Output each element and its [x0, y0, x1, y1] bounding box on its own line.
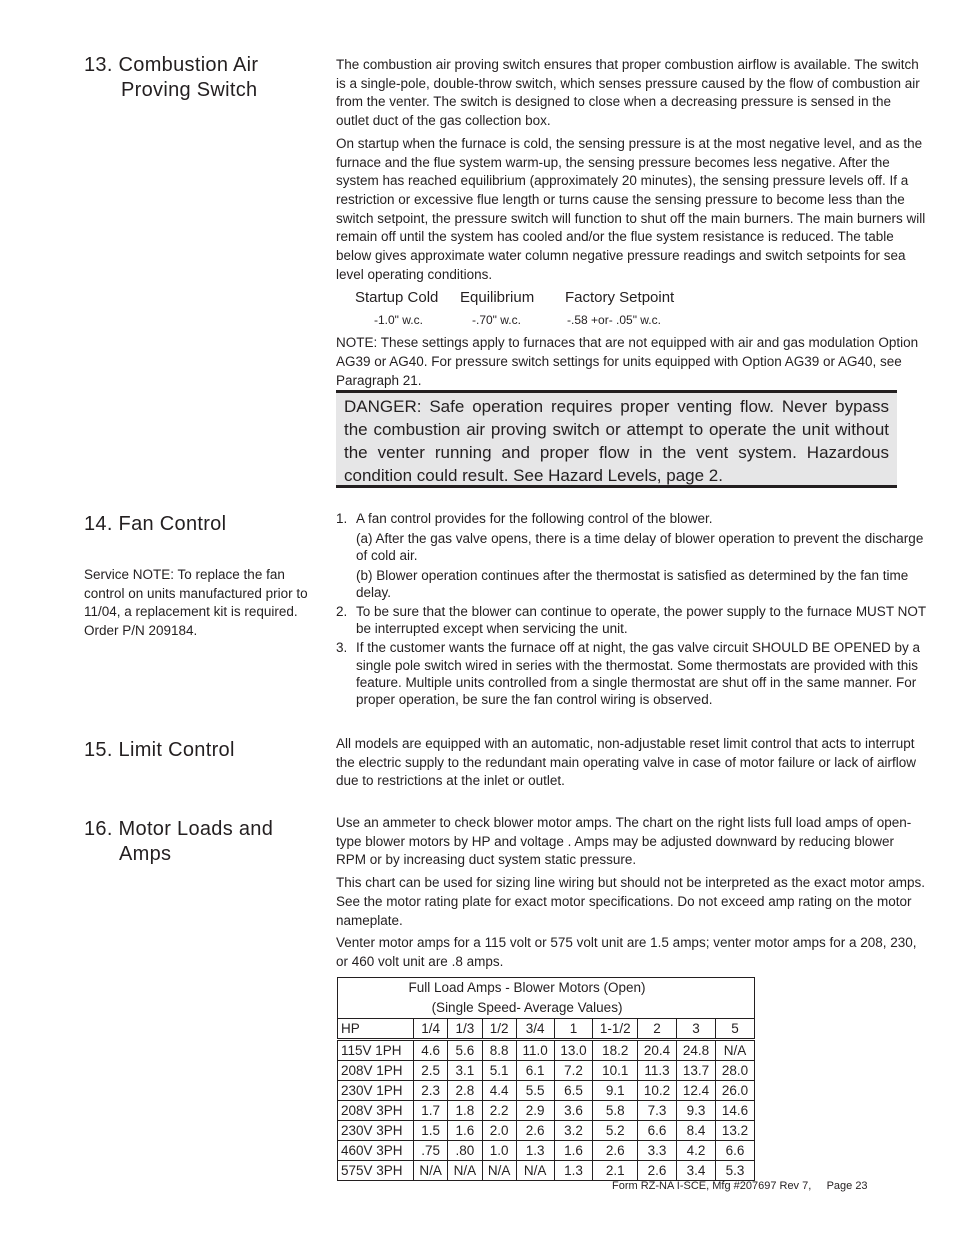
section-16-heading-line2: Amps	[119, 843, 172, 865]
table-cell: 18.2	[593, 1040, 638, 1061]
list-number: 2.	[336, 604, 348, 620]
header-cell: 2	[638, 1019, 677, 1040]
table-cell: 10.1	[593, 1061, 638, 1081]
row-label: 460V 3PH	[338, 1141, 414, 1161]
table-cell: 7.2	[554, 1061, 593, 1081]
col-factory-setpoint: Factory Setpoint	[565, 289, 675, 307]
section-13-heading-line1: 13. Combustion Air	[84, 54, 259, 76]
table-row	[338, 1040, 755, 1061]
table-row	[338, 1161, 755, 1181]
table-cell: 2.6	[638, 1161, 677, 1181]
list-item	[336, 510, 926, 601]
table-cell: 3.3	[638, 1141, 677, 1161]
row-label: 575V 3PH	[338, 1161, 414, 1181]
table-cell: N/A	[516, 1161, 554, 1181]
row-label: 230V 3PH	[338, 1121, 414, 1141]
table-cell: 10.2	[638, 1081, 677, 1101]
table-cell: 13.0	[554, 1040, 593, 1061]
table-cell: 13.7	[676, 1061, 715, 1081]
header-cell: 1/4	[414, 1019, 448, 1040]
col-startup-cold: Startup Cold	[355, 289, 439, 307]
table-cell: 11.3	[638, 1061, 677, 1081]
table-cell: 1.3	[554, 1161, 593, 1181]
col-equilibrium: Equilibrium	[460, 289, 535, 307]
table-cell: 20.4	[638, 1040, 677, 1061]
table-cell: N/A	[448, 1161, 482, 1181]
header-cell: 1/2	[482, 1019, 516, 1040]
table-cell: 1.7	[414, 1101, 448, 1121]
table-cell: 5.3	[715, 1161, 754, 1181]
danger-box	[336, 390, 897, 488]
section-15-paragraph: All models are equipped with an automatic, non-adjustable reset limit control that acts to interrupt the electric supply to the redundant main operating valve in case of motor failure or lack of airflow due to restrictions at the inlet or outlet.	[336, 736, 917, 789]
table-cell: N/A	[414, 1161, 448, 1181]
section-13-paragraph-1: The combustion air proving switch ensures that proper combustion airflow is available. The switch is a single-pole, double-throw switch, which senses pressure caused by the flow of combustion air from the venter. The switch is designed to close when a decreasing pressure is sensed in the outlet duct of the gas collection box.	[336, 57, 920, 129]
table-row	[338, 1101, 755, 1121]
table-cell: 2.0	[482, 1121, 516, 1141]
table-cell: N/A	[715, 1040, 754, 1061]
list-subitem-a: (a) After the gas valve opens, there is a time delay of blower operation to prevent the discharge of cold air.	[356, 531, 924, 564]
val-equilibrium: -.70" w.c.	[472, 313, 521, 328]
table-caption-row	[338, 978, 755, 1019]
table-cell: 3.6	[554, 1101, 593, 1121]
table-cell: 1.5	[414, 1121, 448, 1141]
table-cell: 5.6	[448, 1040, 482, 1061]
table-cell: 5.2	[593, 1121, 638, 1141]
table-row	[338, 1081, 755, 1101]
list-subitem-b: (b) Blower operation continues after the thermostat is satisfied as determined by the fan time delay.	[356, 567, 909, 600]
table-cell: 8.8	[482, 1040, 516, 1061]
header-cell: 3	[676, 1019, 715, 1040]
row-label: 208V 1PH	[338, 1061, 414, 1081]
table-cell: 9.3	[676, 1101, 715, 1121]
table-cell: 2.6	[516, 1121, 554, 1141]
table-cell: 13.2	[715, 1121, 754, 1141]
val-factory-setpoint: -.58 +or- .05" w.c.	[567, 313, 661, 328]
table-cell: 5.1	[482, 1061, 516, 1081]
pressure-values	[374, 310, 926, 330]
row-label: 208V 3PH	[338, 1101, 414, 1121]
table-title-line2: (Single Speed- Average Values)	[431, 1000, 623, 1015]
table-cell: 2.8	[448, 1081, 482, 1101]
section-14-body	[336, 510, 926, 708]
list-item-text: If the customer wants the furnace off at night, the gas valve circuit SHOULD BE OPENED by a single pole switch wired in series with the thermostat. Some thermostats are provided with this feature. Multiple units controlled from a single thermostat are shut off in the same manner. For proper operation, be sure the fan control wiring is observed.	[356, 640, 921, 708]
table-cell: 12.4	[676, 1081, 715, 1101]
table-cell: 1.8	[448, 1101, 482, 1121]
table-row	[338, 1061, 755, 1081]
row-label: 115V 1PH	[338, 1040, 414, 1061]
table-cell: 26.0	[715, 1081, 754, 1101]
pressure-column-headers	[355, 288, 926, 308]
val-startup-cold: -1.0" w.c.	[374, 313, 423, 328]
table-cell: .75	[414, 1141, 448, 1161]
page-footer: Form RZ-NA I-SCE, Mfg #207697 Rev 7, Page 23	[612, 1180, 868, 1192]
section-16-heading-line1: 16. Motor Loads and	[84, 818, 274, 840]
table-cell: 2.3	[414, 1081, 448, 1101]
table-cell: 6.5	[554, 1081, 593, 1101]
section-16-paragraph-1: Use an ammeter to check blower motor amps. The chart on the right lists full load amps of open-type blower motors by HP and voltage . Amps may be adjusted downward by reducing blower RPM or by increasing duct system static pressure.	[336, 815, 912, 868]
table-cell: 7.3	[638, 1101, 677, 1121]
section-13-heading-line2: Proving Switch	[121, 79, 258, 101]
list-number: 3.	[336, 640, 348, 656]
table-cell: 5.5	[516, 1081, 554, 1101]
table-cell: 3.2	[554, 1121, 593, 1141]
header-cell: 5	[715, 1019, 754, 1040]
table-cell: 1.6	[554, 1141, 593, 1161]
section-14-heading: 14. Fan Control	[84, 513, 227, 535]
table-cell: 2.2	[482, 1101, 516, 1121]
list-item-text: To be sure that the blower can continue to operate, the power supply to the furnace MUST NOT be interrupted except when servicing the unit.	[356, 604, 926, 637]
row-label: 230V 1PH	[338, 1081, 414, 1101]
danger-text: DANGER: Safe operation requires proper venting flow. Never bypass the combustion air proving switch or attempt to operate the unit without the venter running and proper flow in the vent system. Hazardous condition could result. See Hazard Levels, page 2.	[344, 397, 889, 485]
table-cell: 5.8	[593, 1101, 638, 1121]
table-row	[338, 1121, 755, 1141]
fan-control-list	[336, 510, 926, 708]
section-16-paragraph-2: This chart can be used for sizing line wiring but should not be interpreted as the exact motor amps. See the motor rating plate for exact motor specifications. Do not exceed amp rating on the motor nameplate.	[336, 875, 926, 928]
section-13-note: NOTE: These settings apply to furnaces that are not equipped with air and gas modulation Option AG39 or AG40. For pressure switch settings for units equipped with Option AG39 or AG40, see Paragraph 21.	[336, 335, 919, 388]
header-cell: HP	[338, 1019, 414, 1040]
list-item	[336, 603, 926, 637]
table-cell: 4.4	[482, 1081, 516, 1101]
table-cell: 24.8	[676, 1040, 715, 1061]
section-15-body	[336, 735, 926, 795]
section-13-heading	[84, 53, 319, 103]
table-cell: 28.0	[715, 1061, 754, 1081]
table-cell: 6.6	[715, 1141, 754, 1161]
table-cell: .80	[448, 1141, 482, 1161]
header-cell: 3/4	[516, 1019, 554, 1040]
section-16-heading	[84, 817, 319, 867]
table-cell: 2.9	[516, 1101, 554, 1121]
section-16-paragraph-3: Venter motor amps for a 115 volt or 575 volt unit are 1.5 amps; venter motor amps for a 208, 230, or 460 volt unit are .8 amps.	[336, 935, 917, 969]
section-15-heading: 15. Limit Control	[84, 739, 235, 761]
table-cell: 4.2	[676, 1141, 715, 1161]
table-cell: 2.5	[414, 1061, 448, 1081]
table-cell: 3.4	[676, 1161, 715, 1181]
table-caption	[338, 978, 755, 1019]
table-row	[338, 1141, 755, 1161]
table-cell: 2.1	[593, 1161, 638, 1181]
table-cell: 1.6	[448, 1121, 482, 1141]
table-header-row	[338, 1019, 755, 1040]
table-cell: 14.6	[715, 1101, 754, 1121]
list-item-text: A fan control provides for the following control of the blower.	[356, 511, 713, 526]
full-load-amps-table	[337, 977, 755, 1181]
header-cell: 1/3	[448, 1019, 482, 1040]
table-cell: 1.0	[482, 1141, 516, 1161]
table-cell: 4.6	[414, 1040, 448, 1061]
table-cell: 9.1	[593, 1081, 638, 1101]
table-cell: 6.1	[516, 1061, 554, 1081]
header-cell: 1-1/2	[593, 1019, 638, 1040]
list-number: 1.	[336, 511, 348, 526]
table-cell: 1.3	[516, 1141, 554, 1161]
table-title-line1: Full Load Amps - Blower Motors (Open)	[408, 980, 646, 995]
section-16-body	[336, 814, 926, 976]
section-13-paragraph-2: On startup when the furnace is cold, the sensing pressure is at the most negative level, and as the furnace and the flue system warm-up, the sensing pressure becomes less negative. After the system has reached equilibrium (approximately 20 minutes), the sensing pressure levels off. If a restriction or excessive flue length or turns cause the sensing pressure to become less than the switch setpoint, the pressure switch will function to shut off the main burners. The main burners will remain off until the system has cooled and/or the flue system resistance is reduced. The table below gives approximate water column negative pressure readings and switch setpoints for sea level operating conditions.	[336, 135, 926, 282]
table-cell: 2.6	[593, 1141, 638, 1161]
table-cell: 6.6	[638, 1121, 677, 1141]
table-cell: 3.1	[448, 1061, 482, 1081]
table-cell: 11.0	[516, 1040, 554, 1061]
header-cell: 1	[554, 1019, 593, 1040]
section-13-body	[336, 56, 926, 395]
list-item	[336, 639, 926, 708]
service-note: Service NOTE: To replace the fan control on units manufactured prior to 11/04, a replacement kit is required. Order P/N 209184.	[84, 567, 308, 638]
table-cell: N/A	[482, 1161, 516, 1181]
table-cell: 8.4	[676, 1121, 715, 1141]
